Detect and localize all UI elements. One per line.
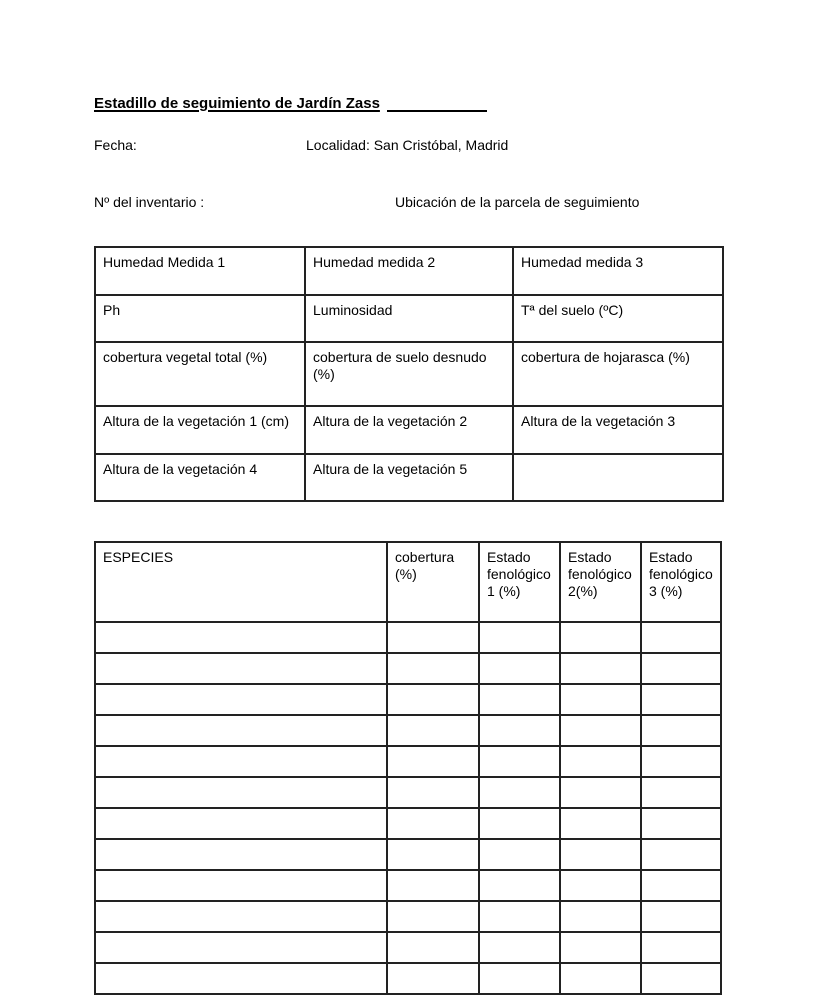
- species-header-cell: ESPECIES: [95, 542, 387, 622]
- species-empty-cell: [560, 963, 641, 994]
- species-empty-cell: [95, 715, 387, 746]
- species-empty-cell: [95, 777, 387, 808]
- measurement-cell: cobertura de suelo desnudo (%): [305, 342, 513, 406]
- species-empty-cell: [641, 932, 721, 963]
- species-empty-cell: [560, 808, 641, 839]
- localidad-text: Localidad: San Cristóbal, Madrid: [306, 137, 509, 153]
- measurement-row: [95, 406, 723, 454]
- species-empty-cell: [387, 901, 479, 932]
- species-empty-cell: [387, 777, 479, 808]
- species-empty-cell: [560, 932, 641, 963]
- species-empty-cell: [95, 839, 387, 870]
- species-empty-cell: [560, 746, 641, 777]
- species-empty-cell: [479, 653, 560, 684]
- measurement-row: [95, 295, 723, 342]
- species-empty-cell: [641, 808, 721, 839]
- species-empty-cell: [387, 715, 479, 746]
- species-empty-row: [95, 963, 721, 994]
- measurement-row: [95, 342, 723, 406]
- measurement-cell: Altura de la vegetación 3: [513, 406, 723, 454]
- species-empty-row: [95, 653, 721, 684]
- species-empty-cell: [641, 653, 721, 684]
- measurement-cell: cobertura vegetal total (%): [95, 342, 305, 406]
- species-header-cell: cobertura (%): [387, 542, 479, 622]
- species-empty-cell: [560, 684, 641, 715]
- species-empty-cell: [641, 746, 721, 777]
- species-header-cell: Estado fenológico 1 (%): [479, 542, 560, 622]
- species-empty-cell: [387, 684, 479, 715]
- species-empty-row: [95, 777, 721, 808]
- species-header-row: [95, 542, 721, 622]
- document-title-row: [94, 95, 487, 113]
- measurement-cell: Humedad medida 3: [513, 247, 723, 295]
- species-empty-cell: [641, 684, 721, 715]
- measurement-cell: Altura de la vegetación 1 (cm): [95, 406, 305, 454]
- species-empty-cell: [641, 622, 721, 653]
- measurement-cell: Ph: [95, 295, 305, 342]
- species-empty-cell: [387, 839, 479, 870]
- species-header-cell: Estado fenológico 2(%): [560, 542, 641, 622]
- measurement-cell: Luminosidad: [305, 295, 513, 342]
- species-empty-cell: [387, 870, 479, 901]
- measurement-cell: cobertura de hojarasca (%): [513, 342, 723, 406]
- species-empty-cell: [479, 963, 560, 994]
- measurement-row: [95, 454, 723, 501]
- species-empty-cell: [387, 746, 479, 777]
- measurement-table: [94, 246, 724, 502]
- species-empty-cell: [387, 932, 479, 963]
- species-empty-cell: [387, 622, 479, 653]
- measurement-cell: Humedad Medida 1: [95, 247, 305, 295]
- species-empty-row: [95, 901, 721, 932]
- species-empty-cell: [479, 932, 560, 963]
- species-empty-row: [95, 746, 721, 777]
- species-empty-cell: [560, 777, 641, 808]
- species-empty-cell: [387, 653, 479, 684]
- title-underline-extension: [387, 98, 487, 112]
- species-empty-cell: [479, 777, 560, 808]
- species-empty-cell: [387, 963, 479, 994]
- species-empty-cell: [479, 715, 560, 746]
- species-empty-cell: [95, 653, 387, 684]
- measurement-cell: Altura de la vegetación 2: [305, 406, 513, 454]
- species-empty-cell: [95, 808, 387, 839]
- species-empty-row: [95, 808, 721, 839]
- species-empty-cell: [95, 963, 387, 994]
- species-empty-cell: [641, 870, 721, 901]
- species-empty-cell: [479, 839, 560, 870]
- species-table: [94, 541, 722, 995]
- ubicacion-text: Ubicación de la parcela de seguimiento: [395, 194, 640, 210]
- species-empty-cell: [641, 901, 721, 932]
- species-empty-cell: [95, 622, 387, 653]
- species-empty-cell: [479, 684, 560, 715]
- species-empty-cell: [641, 777, 721, 808]
- document-title: Estadillo de seguimiento de Jardín Zass: [94, 95, 380, 112]
- species-empty-cell: [95, 684, 387, 715]
- species-empty-cell: [95, 901, 387, 932]
- measurement-cell: Altura de la vegetación 5: [305, 454, 513, 501]
- species-empty-row: [95, 622, 721, 653]
- species-empty-row: [95, 839, 721, 870]
- species-empty-row: [95, 684, 721, 715]
- species-empty-cell: [95, 870, 387, 901]
- species-empty-row: [95, 932, 721, 963]
- species-empty-cell: [387, 808, 479, 839]
- species-empty-cell: [641, 839, 721, 870]
- measurement-cell: Humedad medida 2: [305, 247, 513, 295]
- species-empty-cell: [560, 715, 641, 746]
- species-empty-row: [95, 870, 721, 901]
- species-empty-cell: [641, 715, 721, 746]
- species-empty-cell: [560, 870, 641, 901]
- species-empty-cell: [479, 622, 560, 653]
- species-empty-cell: [479, 746, 560, 777]
- fecha-label: Fecha:: [94, 137, 137, 153]
- measurement-cell: Altura de la vegetación 4: [95, 454, 305, 501]
- inventario-label: Nº del inventario :: [94, 194, 205, 210]
- species-header-cell: Estado fenológico 3 (%): [641, 542, 721, 622]
- species-empty-cell: [560, 653, 641, 684]
- species-empty-cell: [95, 932, 387, 963]
- species-empty-cell: [95, 746, 387, 777]
- species-empty-cell: [479, 901, 560, 932]
- species-empty-cell: [641, 963, 721, 994]
- species-empty-cell: [560, 839, 641, 870]
- measurement-cell: [513, 454, 723, 501]
- measurement-row: [95, 247, 723, 295]
- species-empty-cell: [479, 870, 560, 901]
- species-empty-cell: [479, 808, 560, 839]
- species-empty-row: [95, 715, 721, 746]
- species-empty-cell: [560, 622, 641, 653]
- measurement-cell: Tª del suelo (ºC): [513, 295, 723, 342]
- species-empty-cell: [560, 901, 641, 932]
